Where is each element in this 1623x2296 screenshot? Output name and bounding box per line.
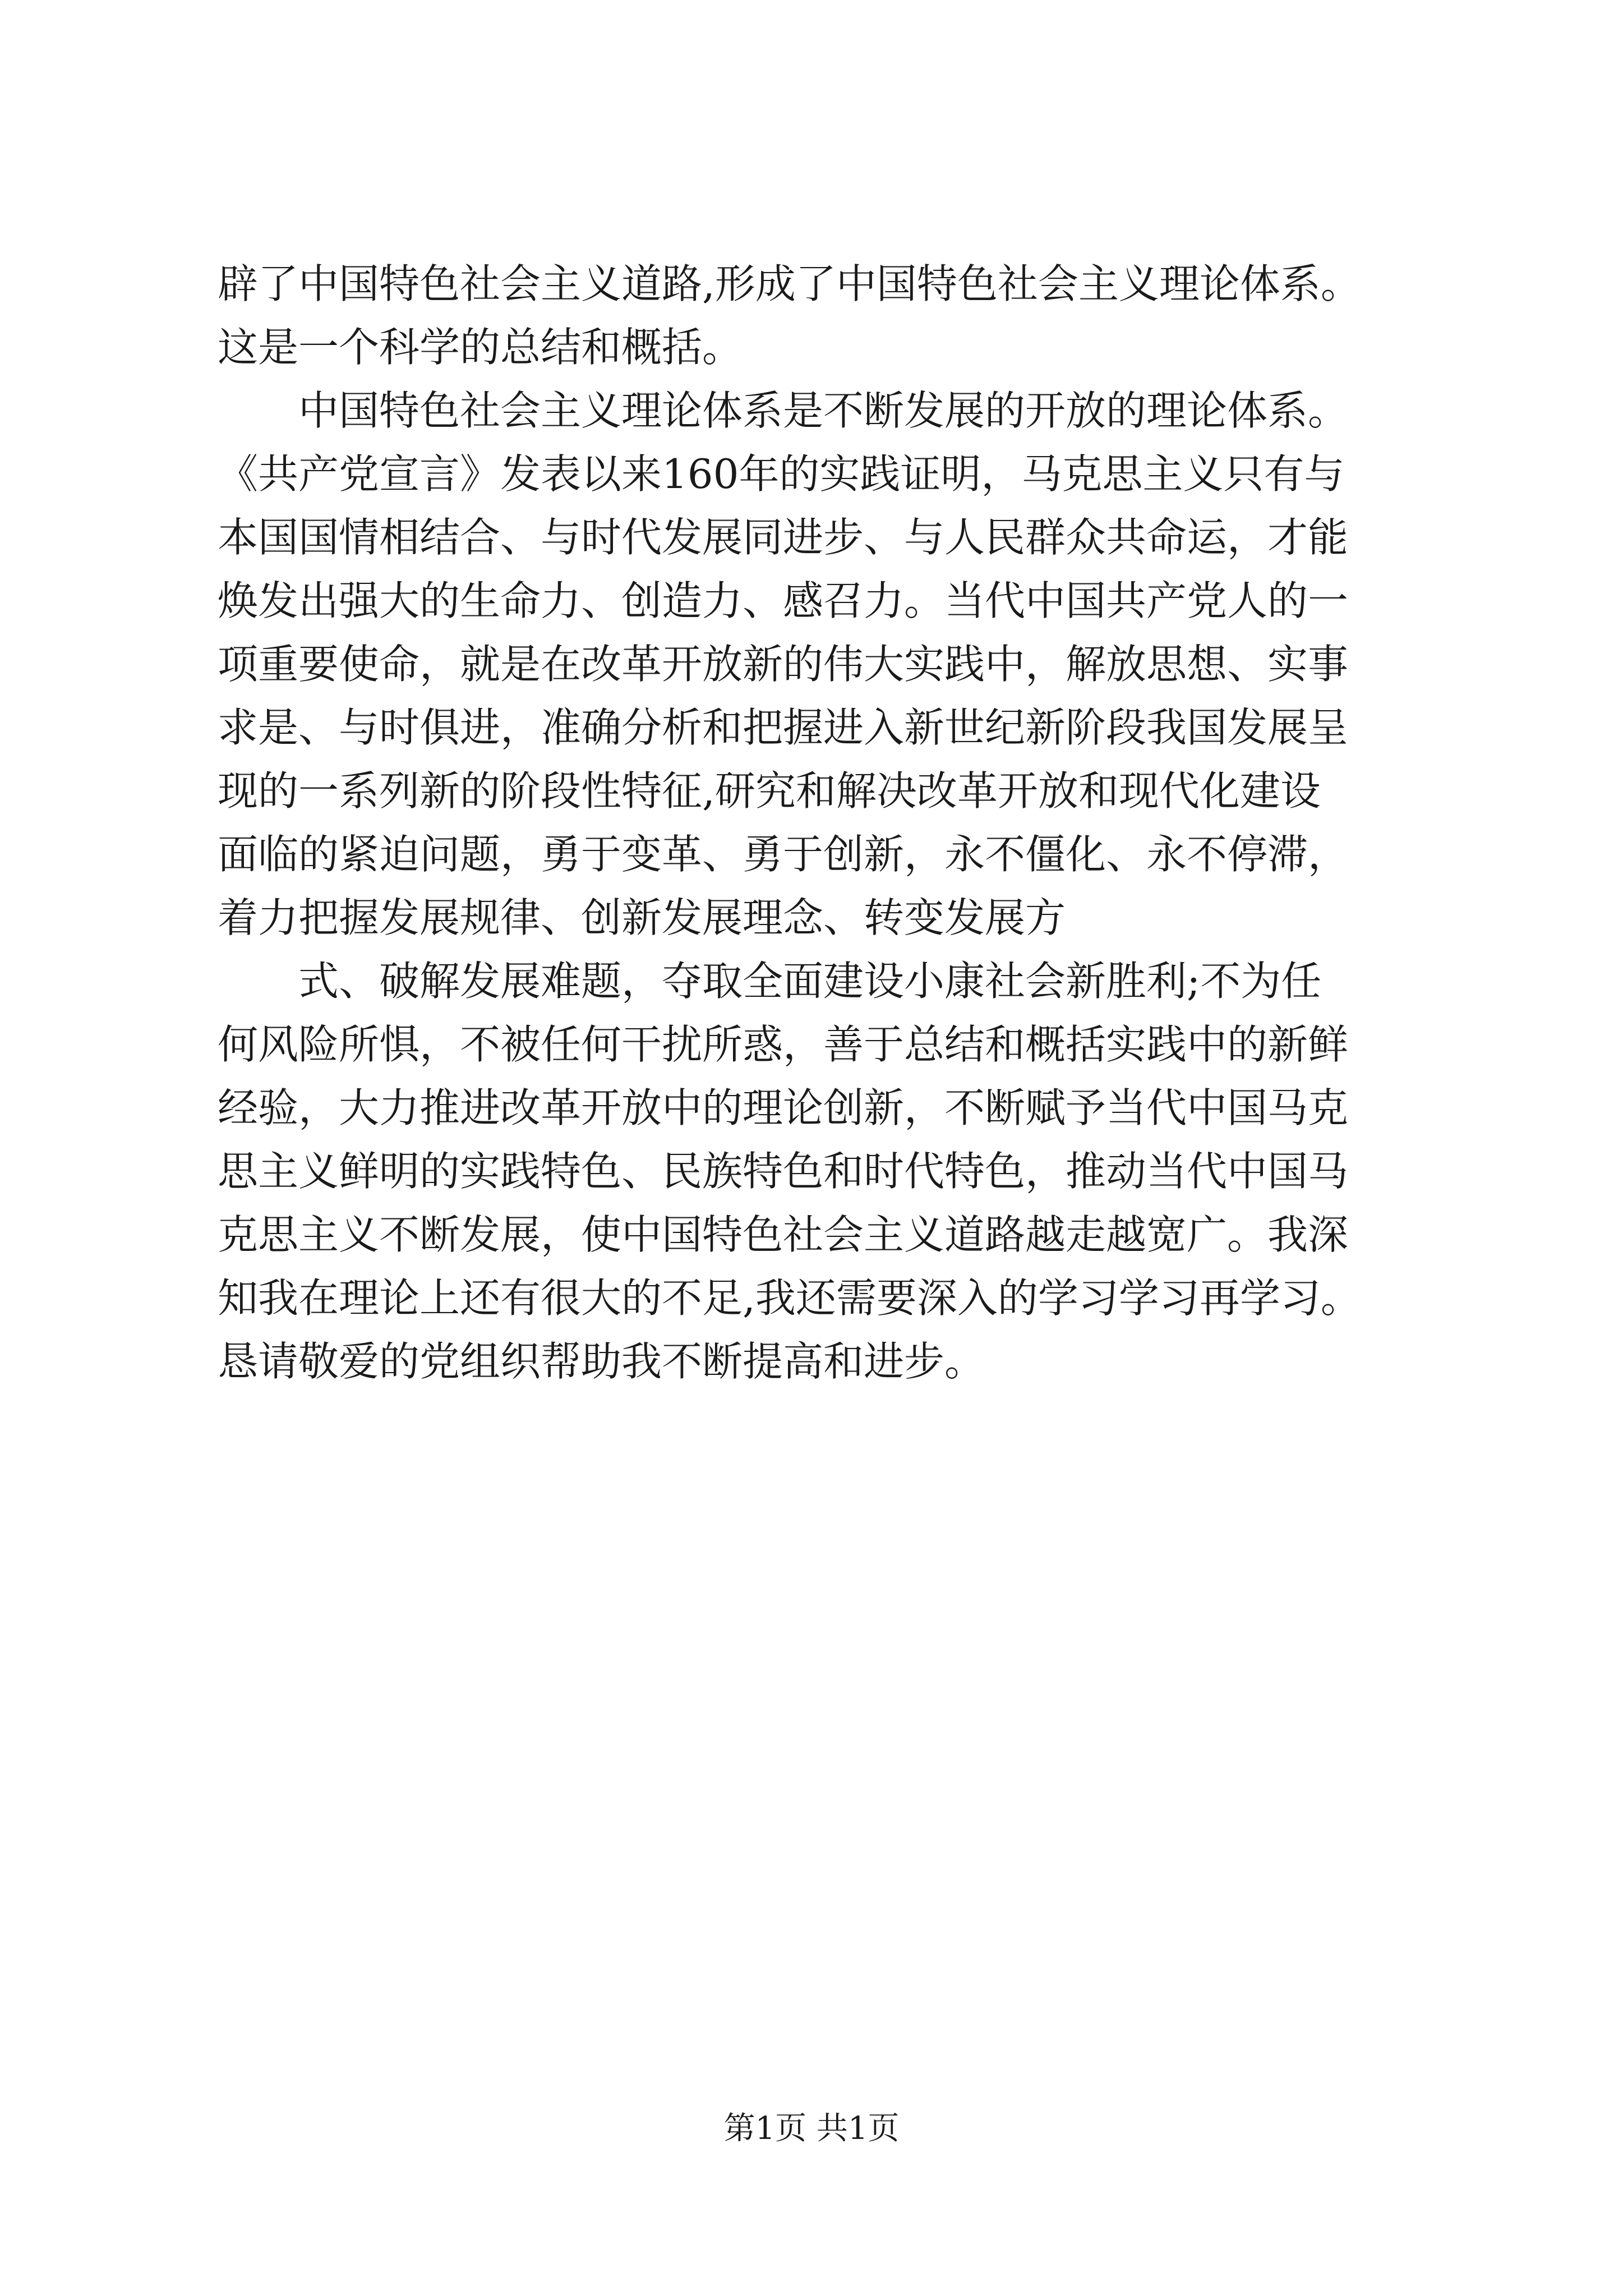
text-line: 何风险所惧，不被任何干扰所惑，善于总结和概括实践中的新鲜 [218,1021,1349,1068]
text-line: 辟了中国特色社会主义道路,形成了中国特色社会主义理论体系。 [218,260,1361,307]
paragraph-start-line: 中国特色社会主义理论体系是不断发展的开放的理论体系。 [298,387,1349,434]
text-line: 《共产党宣言》发表以来160年的实践证明，马克思主义只有与 [218,450,1345,498]
document-body [218,252,1429,1393]
text-line: 面临的紧迫问题，勇于变革、勇于创新，永不僵化、永不停滞， [218,831,1349,878]
text-line: 这是一个科学的总结和概括。 [218,324,743,371]
text-line: 克思主义不断发展，使中国特色社会主义道路越走越宽广。我深 [218,1211,1349,1258]
paragraph-start-line: 式、破解发展难题，夺取全面建设小康社会新胜利;不为任 [298,958,1322,1005]
text-line: 焕发出强大的生命力、创造力、感召力。当代中国共产党人的一 [218,577,1349,624]
text-line: 求是、与时俱进，准确分析和把握进入新世纪新阶段我国发展呈 [218,704,1349,751]
text-line: 知我在理论上还有很大的不足,我还需要深入的学习学习再学习。 [218,1274,1361,1322]
text-line: 恳请敬爱的党组织帮助我不断提高和进步。 [218,1338,985,1385]
text-line: 经验，大力推进改革开放中的理论创新，不断赋予当代中国马克 [218,1084,1349,1131]
text-line: 项重要使命，就是在改革开放新的伟大实践中，解放思想、实事 [218,641,1349,688]
text-line: 现的一系列新的阶段性特征,研究和解决改革开放和现代化建设 [218,767,1321,815]
text-line: 思主义鲜明的实践特色、民族特色和时代特色，推动当代中国马 [218,1148,1349,1195]
text-line: 本国国情相结合、与时代发展同进步、与人民群众共命运，才能 [218,514,1349,561]
page-number-footer: 第1页 共1页 [723,2110,900,2147]
text-line: 着力把握发展规律、创新发展理念、转变发展方 [218,894,1066,941]
